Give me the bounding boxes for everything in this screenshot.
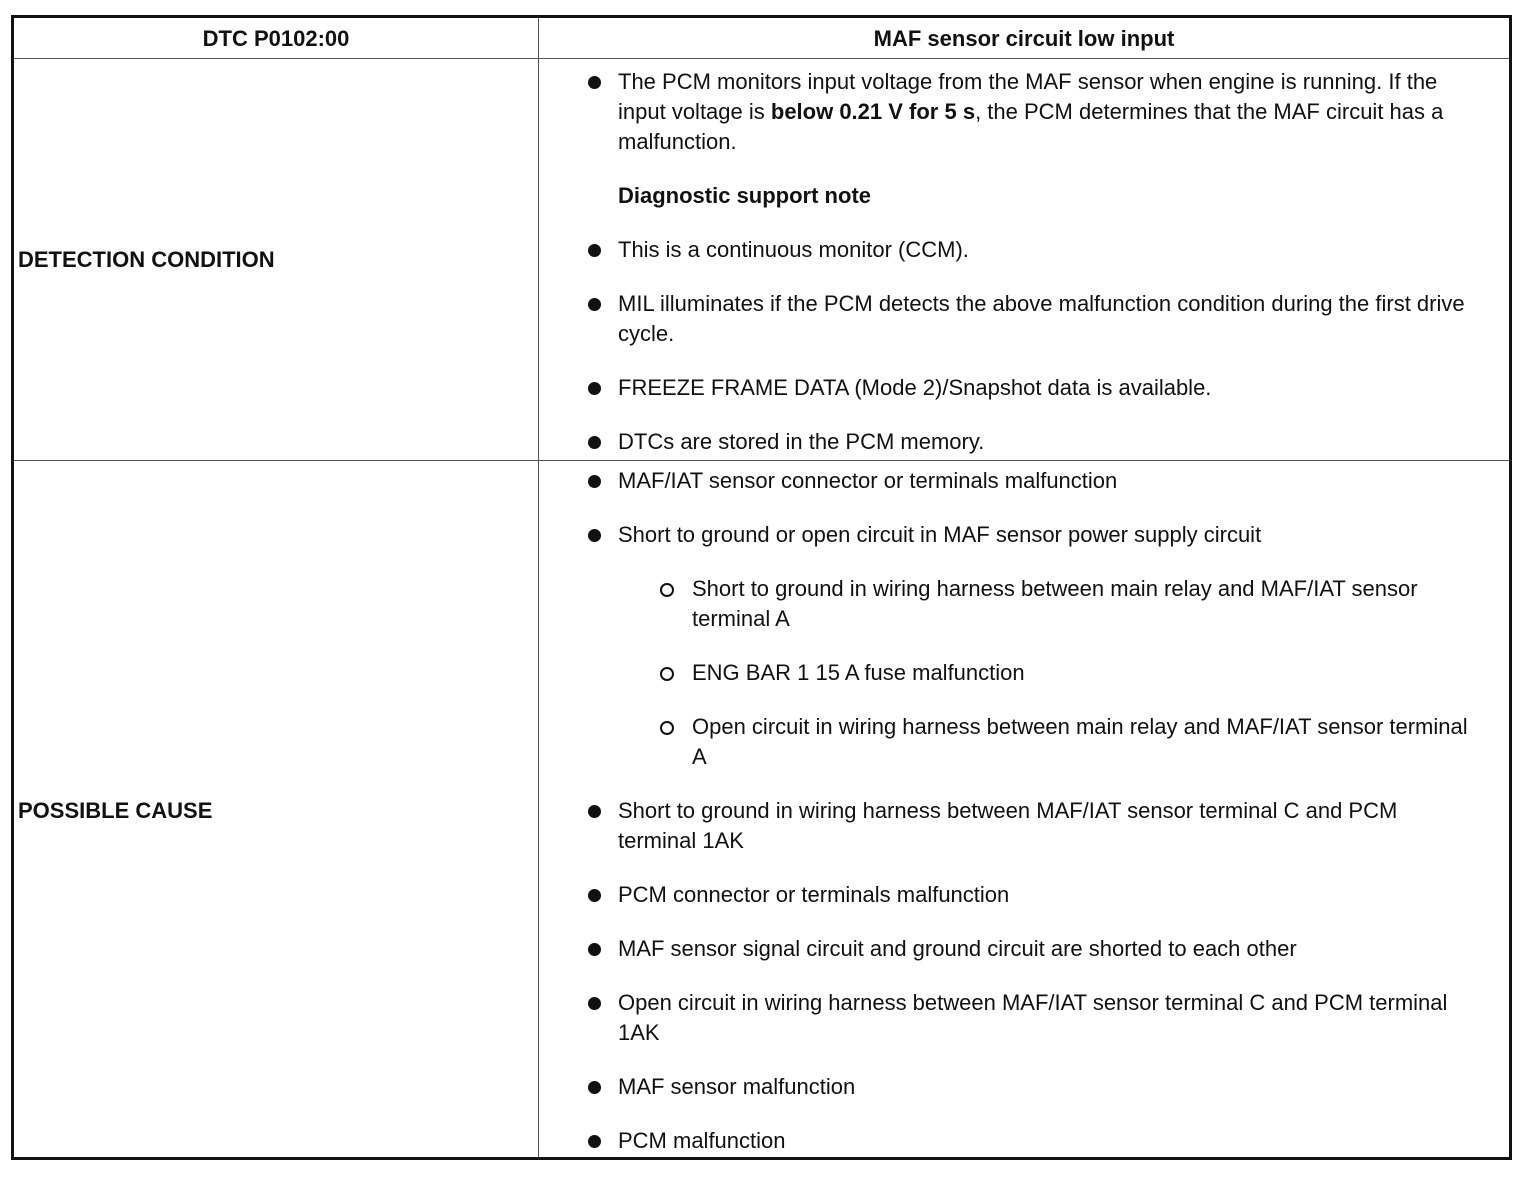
cause-item <box>539 934 1509 964</box>
detection-note-text: FREEZE FRAME DATA (Mode 2)/Snapshot data is available. <box>618 375 1212 400</box>
dtc-code-heading: DTC P0102:00 <box>202 26 350 51</box>
bullet-icon <box>588 436 601 449</box>
bullet-icon <box>588 298 601 311</box>
bullet-icon <box>588 943 601 956</box>
bullet-icon <box>588 244 601 257</box>
cause-item <box>539 1126 1509 1156</box>
bullet-icon <box>588 997 601 1010</box>
bullet-icon <box>588 889 601 902</box>
possible-cause-list <box>539 466 1509 1180</box>
bullet-icon <box>588 1135 601 1148</box>
header-divider <box>14 58 1509 59</box>
cause-item <box>539 880 1509 910</box>
bullet-icon <box>588 529 601 542</box>
bullet-icon <box>588 475 601 488</box>
cause-sub-text: ENG BAR 1 15 A fuse malfunction <box>692 660 1025 685</box>
hollow-bullet-icon <box>660 583 674 597</box>
cause-text: Short to ground or open circuit in MAF sensor power supply circuit <box>618 522 1262 547</box>
detection-note-item <box>539 235 1509 265</box>
cause-sub-item <box>539 658 1509 688</box>
cause-text: PCM malfunction <box>618 1128 786 1153</box>
cause-sub-item <box>539 574 1509 634</box>
possible-cause-label: POSSIBLE CAUSE <box>18 798 213 823</box>
monitor-outro-text: , the PCM determines that the MAF circuit has a malfunction. <box>618 99 1444 154</box>
cause-item <box>539 988 1509 1048</box>
diagnostic-support-note-heading: Diagnostic support note <box>618 183 871 208</box>
monitor-threshold-text: below 0.21 V for 5 s <box>770 99 976 124</box>
cause-text: Short to ground in wiring harness between MAF/IAT sensor terminal C and PCM terminal 1AK <box>618 798 1398 853</box>
detection-condition-label: DETECTION CONDITION <box>18 247 275 272</box>
detection-note-text: DTCs are stored in the PCM memory. <box>618 429 985 454</box>
monitor-intro-text: The PCM monitors input voltage from the MAF sensor when engine is running. If the input voltage is <box>618 69 1438 124</box>
cause-item <box>539 796 1509 856</box>
hollow-bullet-icon <box>660 721 674 735</box>
hollow-bullet-icon <box>660 667 674 681</box>
cause-text: MAF sensor signal circuit and ground circuit are shorted to each other <box>618 936 1297 961</box>
bullet-icon <box>588 805 601 818</box>
bullet-icon <box>588 1081 601 1094</box>
cause-text: MAF/IAT sensor connector or terminals malfunction <box>618 468 1118 493</box>
cause-sub-item <box>539 712 1509 772</box>
cause-text: PCM connector or terminals malfunction <box>618 882 1010 907</box>
detection-note-item <box>539 373 1509 403</box>
bullet-icon <box>588 76 601 89</box>
cause-text: MAF sensor malfunction <box>618 1074 856 1099</box>
cause-item <box>539 466 1509 496</box>
cause-item <box>539 1072 1509 1102</box>
cause-sub-text: Open circuit in wiring harness between main relay and MAF/IAT sensor terminal A <box>692 714 1468 769</box>
detection-condition-list <box>539 67 1509 481</box>
cause-text: Open circuit in wiring harness between MAF/IAT sensor terminal C and PCM terminal 1AK <box>618 990 1448 1045</box>
detection-note-text: MIL illuminates if the PCM detects the above malfunction condition during the first drive cycle. <box>618 291 1465 346</box>
dtc-description-heading: MAF sensor circuit low input <box>873 26 1175 51</box>
dtc-table <box>11 15 1512 1160</box>
detection-note-text: This is a continuous monitor (CCM). <box>618 237 969 262</box>
detection-monitor-item <box>539 67 1509 157</box>
cause-item <box>539 520 1509 550</box>
detection-note-item <box>539 289 1509 349</box>
detection-note-item <box>539 427 1509 457</box>
cause-sub-text: Short to ground in wiring harness between main relay and MAF/IAT sensor terminal A <box>692 576 1418 631</box>
bullet-icon <box>588 382 601 395</box>
